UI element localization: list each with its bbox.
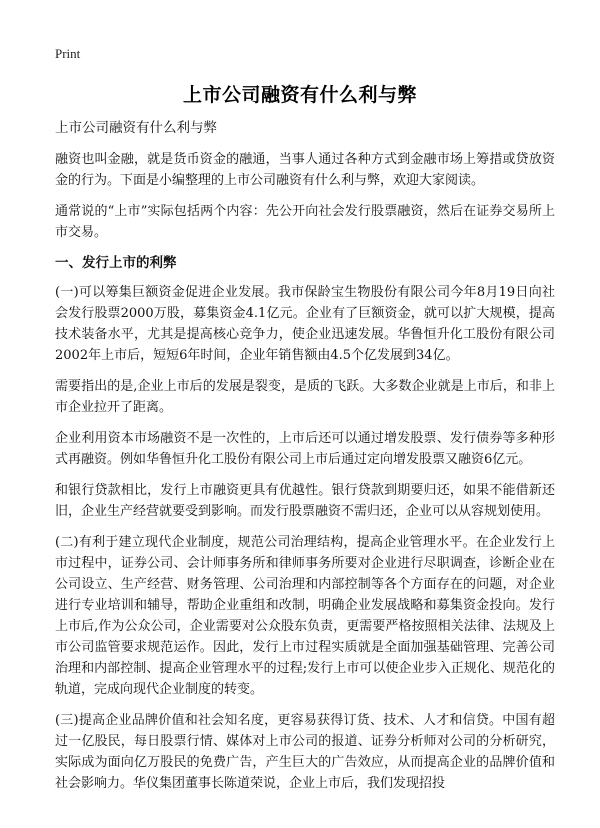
section-heading: 一、发行上市的利弊 xyxy=(55,255,177,271)
body-paragraph: 和银行贷款相比，发行上市融资更具有优越性。银行贷款到期要归还，如果不能借新还旧，企业生产经营就要受到影响。而发行股票融资不需归还，企业可以从容规划使用。 xyxy=(55,483,555,519)
article-title: 上市公司融资有什么利与弊 xyxy=(182,84,417,106)
intro-paragraph: 融资也叫金融，就是货币资金的融通，当事人通过各种方式到金融市场上筹措或贷放资金的行为。下面是小编整理的上市公司融资有什么利与弊，欢迎大家阅读。 xyxy=(55,152,555,188)
body-paragraph: (二)有利于建立现代企业制度，规范公司治理结构，提高企业管理水平。在企业发行上市过程中，证券公司、会计师事务所和律师事务所要对企业进行尽职调查，诊断企业在公司设立、生产经营、财务管理、公司治理和内部控制等各个方面存在的问题，对企业进行专业培训和辅导，帮助企业重组和改制，明确企业发展战略和募集资金投向。发行上市后,作为公众公司，企业需要对公众股东负责，更需要严格按照相关法律、法规及上市公司监管要求规范运作。因此，发行上市过程实质就是全面加强基础管理、完善公司治理和内部控制、提高企业管理水平的过程;发行上市可以使企业步入正规化、规范化的轨道，完成向现代企业制度的转变。 xyxy=(55,535,555,697)
body-paragraph: (三)提高企业品牌价值和社会知名度，更容易获得订货、技术、人才和信贷。中国有超过一亿股民，每日股票行情、媒体对上市公司的报道、证券分析师对公司的分析研究，实际成为面向亿万股民的免费广告，产生巨大的广告效应，从而提高企业的品牌价值和社会影响力。华仪集团董事长陈道荣说，企业上市后，我们发现招投 xyxy=(55,713,555,791)
article-body xyxy=(55,118,555,804)
body-paragraph: 需要指出的是,企业上市后的发展是裂变，是质的飞跃。大多数企业就是上市后，和非上市企业拉开了距离。 xyxy=(55,379,555,415)
print-link[interactable]: Print xyxy=(55,46,81,61)
body-paragraph: (一)可以筹集巨额资金促进企业发展。我市保龄宝生物股份有限公司今年8月19日向社会发行股票2000万股，募集资金4.1亿元。企业有了巨额资金，就可以扩大规模，提高技术装备水平，尤其是提高核心竞争力，使企业迅速发展。华鲁恒升化工股份有限公司2002年上市后，短短6年时间，企业年销售额由4.5个亿发展到34亿。 xyxy=(55,285,555,363)
body-paragraph: 企业利用资本市场融资不是一次性的，上市后还可以通过增发股票、发行债券等多种形式再融资。例如华鲁恒升化工股份有限公司上市后通过定向增发股票又融资6亿元。 xyxy=(55,431,555,467)
definition-paragraph: 通常说的“上市”实际包括两个内容：先公开向社会发行股票融资，然后在证券交易所上市交易。 xyxy=(55,204,555,240)
article-subtitle: 上市公司融资有什么利与弊 xyxy=(55,120,217,136)
